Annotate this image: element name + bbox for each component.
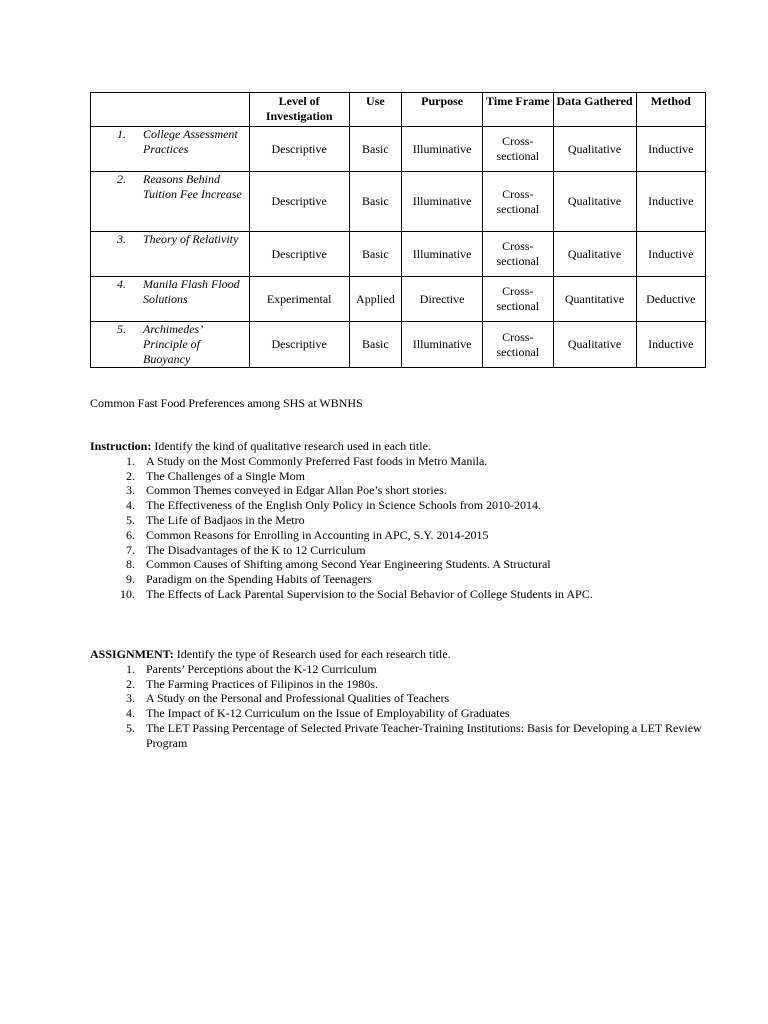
method-cell: Inductive: [636, 232, 705, 277]
instruction-lead: [90, 439, 720, 454]
table-row: [91, 172, 706, 232]
header-cell: Level of Investigation: [249, 93, 349, 127]
list-item: 3. Common Themes conveyed in Edgar Allan Poe’s short stories.: [126, 483, 447, 498]
data-cell: Qualitative: [553, 232, 636, 277]
assignment-label: ASSIGNMENT:: [90, 647, 174, 661]
time-frame-text: Cross-sectional: [496, 329, 540, 359]
list-item: 4. The Effectiveness of the English Only Policy in Science Schools from 2010-2014.: [126, 498, 542, 513]
row-title: Theory of Relativity: [143, 232, 239, 246]
list-item: 4. The Impact of K-12 Curriculum on the Issue of Employability of Graduates: [126, 706, 510, 721]
method-cell: Inductive: [636, 172, 705, 232]
list-item: 1. A Study on the Most Commonly Preferred Fast foods in Metro Manila.: [126, 453, 488, 468]
data-cell: Qualitative: [553, 172, 636, 232]
level-cell: Descriptive: [249, 127, 349, 172]
list-item: 3. A Study on the Personal and Professional Qualities of Teachers: [126, 691, 450, 706]
purpose-cell: Directive: [402, 277, 483, 322]
title-cell: [91, 232, 250, 277]
row-number: 4.: [117, 277, 126, 291]
header-cell: Method: [636, 93, 705, 127]
title-cell: [91, 172, 250, 232]
row-number: 3.: [117, 232, 126, 246]
list-item: 9. Paradigm on the Spending Habits of Teenagers: [126, 572, 372, 587]
header-cell: [91, 93, 250, 127]
research-classification-table: [90, 92, 706, 368]
use-cell: Basic: [349, 127, 402, 172]
assignment-list: [90, 662, 720, 751]
title-cell: [91, 127, 250, 172]
method-cell: Inductive: [636, 127, 705, 172]
use-cell: Basic: [349, 172, 402, 232]
assignment-section: [90, 647, 720, 751]
instruction-list: [90, 454, 720, 602]
header-cell: Purpose: [402, 93, 483, 127]
purpose-cell: Illuminative: [402, 232, 483, 277]
time-frame-cell: [483, 277, 553, 322]
header-cell: Time Frame: [483, 93, 553, 127]
title-cell: [91, 277, 250, 322]
instruction-section: [90, 439, 720, 602]
time-frame-text: Cross-sectional: [496, 134, 540, 163]
row-number: 2.: [117, 172, 126, 186]
topic-title: Common Fast Food Preferences among SHS at WBNHS: [90, 396, 363, 410]
time-frame-cell: [483, 232, 553, 277]
assignment-text: Identify the type of Research used for each research title.: [173, 647, 451, 661]
row-number: 5.: [117, 322, 126, 336]
row-title: College Assessment Practices: [143, 127, 238, 156]
use-cell: Basic: [349, 232, 402, 277]
table-row: [91, 322, 706, 368]
title-cell: [91, 322, 250, 368]
level-cell: Descriptive: [249, 232, 349, 277]
list-item: 5. The LET Passing Percentage of Selected Private Teacher-Training Institutions: Basis for Developing a LET Review Program: [126, 720, 702, 750]
time-frame-text: Cross-sectional: [496, 284, 540, 313]
method-cell: Deductive: [636, 277, 705, 322]
method-cell: Inductive: [636, 322, 705, 368]
row-title: Reasons Behind Tuition Fee Increase: [143, 172, 242, 201]
row-title: Manila Flash Flood Solutions: [143, 277, 240, 306]
list-item: 7. The Disadvantages of the K to 12 Curriculum: [126, 542, 366, 557]
list-item: 8. Common Causes of Shifting among Second Year Engineering Students. A Structural: [126, 557, 551, 572]
header-cell: Use: [349, 93, 402, 127]
use-cell: Basic: [349, 322, 402, 368]
level-cell: Descriptive: [249, 322, 349, 368]
purpose-cell: Illuminative: [402, 322, 483, 368]
table-header-row: [91, 93, 706, 127]
level-cell: Descriptive: [249, 172, 349, 232]
table-row: [91, 277, 706, 322]
time-frame-cell: [483, 127, 553, 172]
time-frame-text: Cross-sectional: [496, 186, 540, 216]
header-cell: Data Gathered: [553, 93, 636, 127]
instruction-label: Instruction:: [90, 439, 152, 453]
list-item: 5. The Life of Badjaos in the Metro: [126, 512, 305, 527]
list-item: 6. Common Reasons for Enrolling in Accounting in APC, S.Y. 2014-2015: [126, 527, 489, 542]
list-item: 2. The Challenges of a Single Mom: [126, 468, 305, 483]
table-row: [91, 232, 706, 277]
purpose-cell: Illuminative: [402, 127, 483, 172]
use-cell: Applied: [349, 277, 402, 322]
instruction-text: Identify the kind of qualitative research used in each title.: [151, 439, 431, 453]
data-cell: Quantitative: [553, 277, 636, 322]
data-cell: Qualitative: [553, 127, 636, 172]
data-cell: Qualitative: [553, 322, 636, 368]
time-frame-cell: [483, 322, 553, 368]
list-item: 10. The Effects of Lack Parental Supervision to the Social Behavior of College Students in APC.: [120, 586, 593, 601]
table-row: [91, 127, 706, 172]
time-frame-cell: [483, 172, 553, 232]
assignment-lead: [90, 647, 720, 662]
time-frame-text: Cross-sectional: [496, 239, 540, 268]
row-title: Archimedes’ Principle of Buoyancy: [143, 322, 202, 366]
row-number: 1.: [117, 127, 126, 141]
list-item: 2. The Farming Practices of Filipinos in the 1980s.: [126, 676, 378, 691]
purpose-cell: Illuminative: [402, 172, 483, 232]
level-cell: Experimental: [249, 277, 349, 322]
list-item: 1. Parents’ Perceptions about the K-12 Curriculum: [126, 661, 377, 676]
